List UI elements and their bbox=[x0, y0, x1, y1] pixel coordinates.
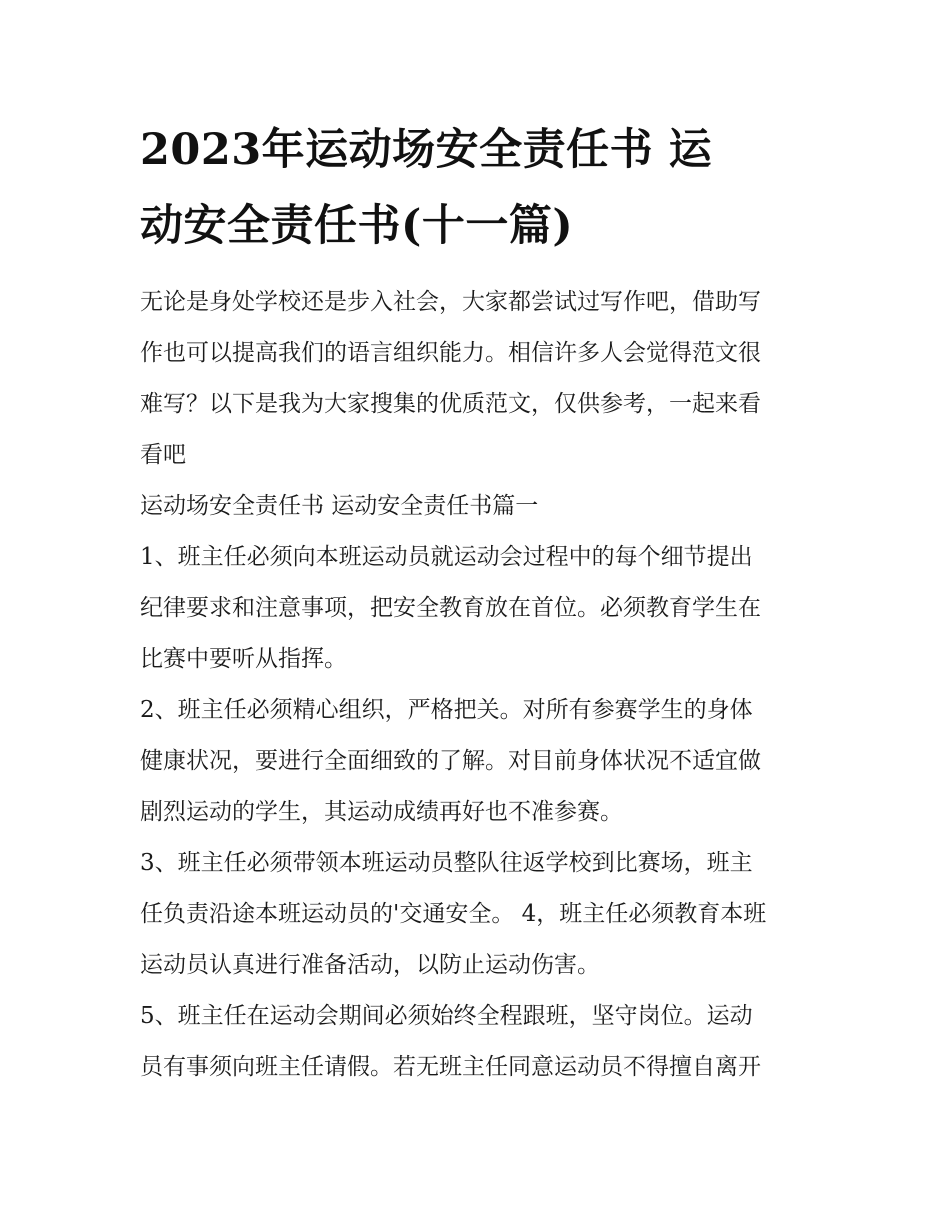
title-line-2: 动安全责任书(十一篇) bbox=[140, 201, 574, 251]
item-2-paragraph bbox=[140, 685, 820, 838]
document-body bbox=[140, 277, 820, 1093]
item-line: 员有事须向班主任请假。若无班主任同意运动员不得擅自离开 bbox=[140, 1054, 761, 1080]
item-line: 健康状况，要进行全面细致的了解。对目前身体状况不适宜做 bbox=[140, 748, 761, 774]
document-title bbox=[140, 112, 820, 264]
intro-line: 作也可以提高我们的语言组织能力。相信许多人会觉得范文很 bbox=[140, 340, 761, 366]
item-line: 运动员认真进行准备活动，以防止运动伤害。 bbox=[140, 952, 600, 978]
intro-line: 难写？以下是我为大家搜集的优质范文，仅供参考，一起来看 bbox=[140, 391, 761, 417]
item-line: 比赛中要听从指挥。 bbox=[140, 646, 347, 672]
intro-line: 无论是身处学校还是步入社会，大家都尝试过写作吧，借助写 bbox=[140, 289, 761, 315]
intro-line: 看吧 bbox=[140, 442, 186, 468]
item-line: 纪律要求和注意事项，把安全教育放在首位。必须教育学生在 bbox=[140, 595, 761, 621]
section-heading: 运动场安全责任书 运动安全责任书篇一 bbox=[140, 493, 539, 519]
item-3-paragraph bbox=[140, 838, 820, 991]
item-line: 剧烈运动的学生，其运动成绩再好也不准参赛。 bbox=[140, 799, 623, 825]
item-line: 3、班主任必须带领本班运动员整队往返学校到比赛场，班主 bbox=[140, 850, 753, 876]
title-line-1: 2023年运动场安全责任书 运 bbox=[140, 125, 713, 175]
item-line: 任负责沿途本班运动员的'交通安全。 4，班主任必须教育本班 bbox=[140, 901, 767, 927]
item-line: 1、班主任必须向本班运动员就运动会过程中的每个细节提出 bbox=[140, 544, 753, 570]
intro-paragraph bbox=[140, 277, 820, 481]
item-line: 5、班主任在运动会期间必须始终全程跟班，坚守岗位。运动 bbox=[140, 1003, 753, 1029]
item-line: 2、班主任必须精心组织，严格把关。对所有参赛学生的身体 bbox=[140, 697, 753, 723]
item-1-paragraph bbox=[140, 532, 820, 685]
item-5-paragraph bbox=[140, 991, 820, 1093]
